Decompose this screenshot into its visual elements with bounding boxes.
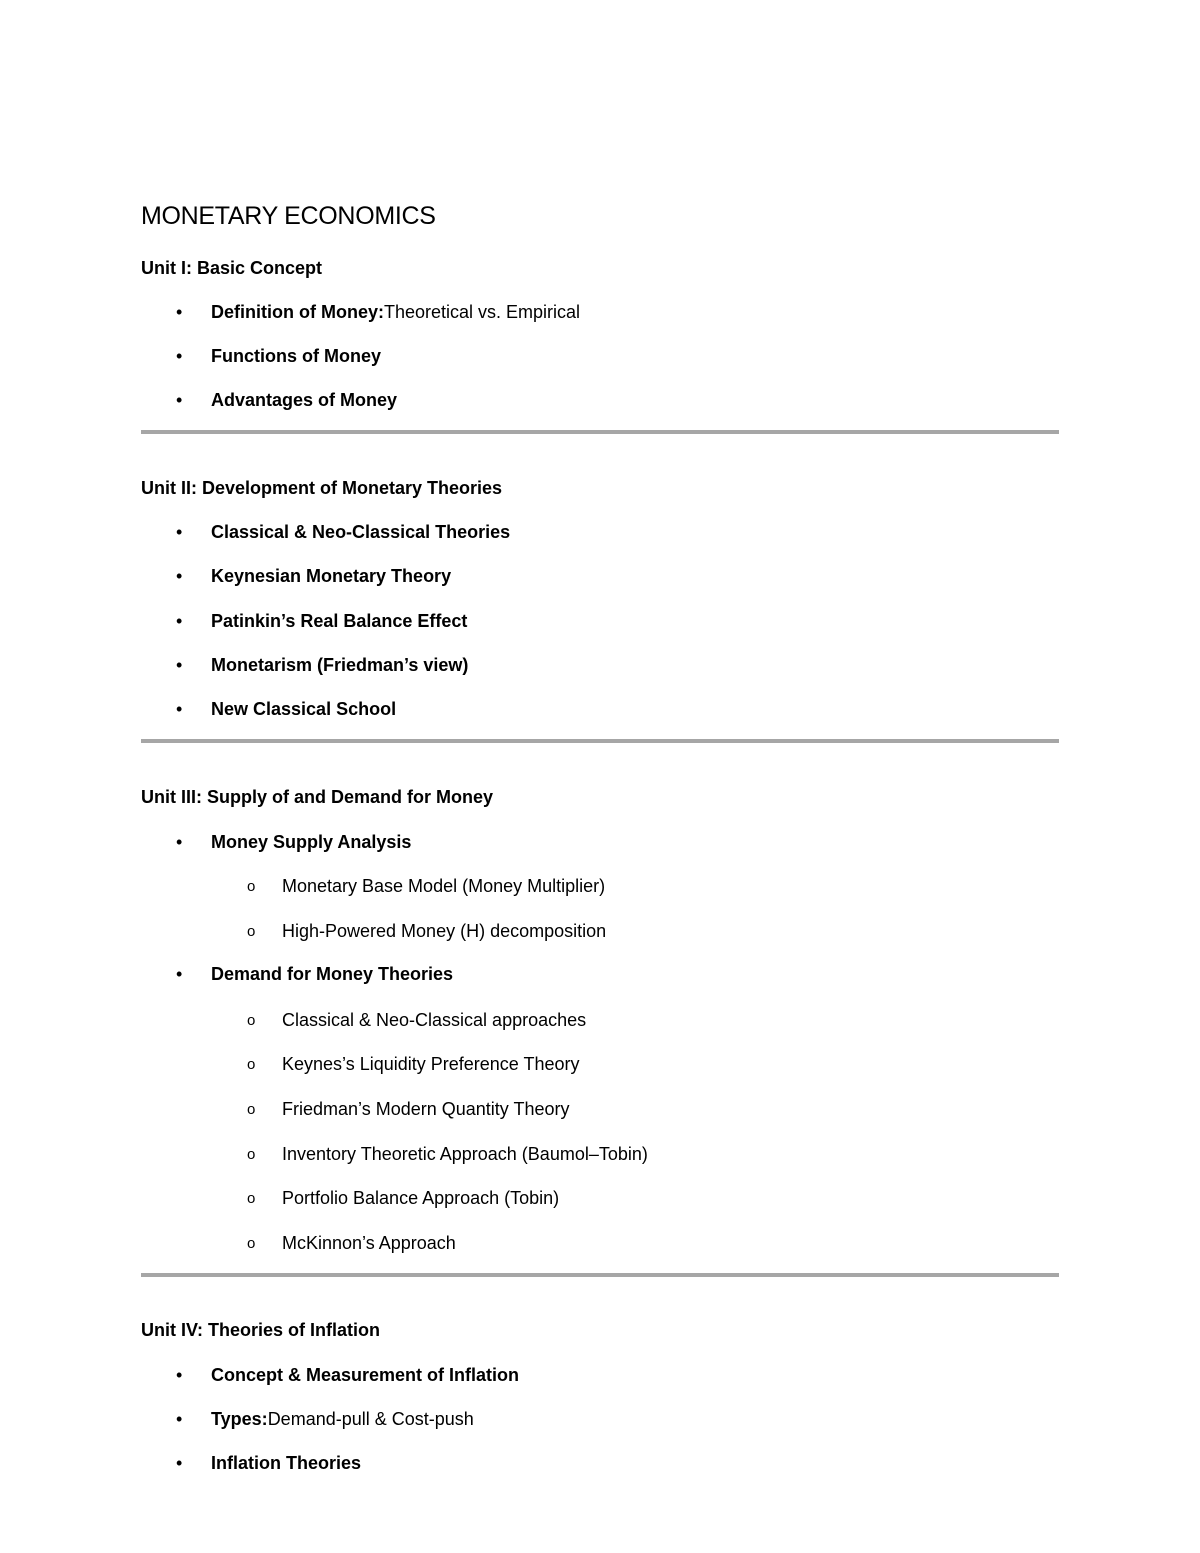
unit-2-heading: Unit II: Development of Monetary Theories [141, 478, 503, 498]
bullet-icon: • [176, 522, 183, 542]
item-label: Monetarism (Friedman’s view) [211, 655, 469, 675]
sub-list-item [247, 1010, 586, 1031]
item-label: Advantages of Money [211, 390, 398, 410]
bullet-icon: • [176, 832, 183, 852]
bullet-icon: • [176, 1365, 183, 1385]
list-item [176, 699, 396, 720]
circle-bullet-icon: o [247, 1056, 256, 1073]
circle-bullet-icon: o [247, 923, 256, 940]
item-label: Definition of Money: [211, 302, 384, 322]
item-label: Demand for Money Theories [211, 964, 454, 984]
list-item [176, 566, 451, 587]
circle-bullet-icon: o [247, 1101, 256, 1118]
section-divider [141, 1273, 1059, 1277]
item-detail: Demand-pull & Cost-push [267, 1409, 474, 1429]
unit-1-heading: Unit I: Basic Concept [141, 258, 323, 278]
circle-bullet-icon: o [247, 1146, 256, 1163]
sub-list-item [247, 1144, 648, 1165]
bullet-icon: • [176, 346, 183, 366]
sub-list-item [247, 876, 605, 897]
list-item [176, 655, 468, 676]
unit-3-heading: Unit III: Supply of and Demand for Money [141, 787, 494, 807]
list-item [176, 832, 411, 853]
sub-item-text: Inventory Theoretic Approach (Baumol–Tobin) [282, 1144, 648, 1164]
item-detail: Theoretical vs. Empirical [383, 302, 581, 322]
circle-bullet-icon: o [247, 1012, 256, 1029]
item-label: Types: [211, 1409, 268, 1429]
bullet-icon: • [176, 964, 183, 984]
list-item [176, 302, 580, 323]
bullet-icon: • [176, 655, 183, 675]
item-label: Money Supply Analysis [211, 832, 412, 852]
sub-item-text: Portfolio Balance Approach (Tobin) [282, 1188, 560, 1208]
section-divider [141, 430, 1059, 434]
sub-list-item [247, 921, 606, 942]
section-divider [141, 739, 1059, 743]
bullet-icon: • [176, 1409, 183, 1429]
circle-bullet-icon: o [247, 1190, 256, 1207]
list-item [176, 522, 510, 543]
item-label: Classical & Neo-Classical Theories [211, 522, 511, 542]
sub-item-text: Monetary Base Model (Money Multiplier) [282, 876, 606, 896]
list-item [176, 611, 467, 632]
item-label: Patinkin’s Real Balance Effect [211, 611, 468, 631]
list-item [176, 1365, 519, 1386]
item-label: New Classical School [211, 699, 397, 719]
list-item [176, 964, 453, 985]
bullet-icon: • [176, 699, 183, 719]
circle-bullet-icon: o [247, 1235, 256, 1252]
bullet-icon: • [176, 390, 183, 410]
list-item [176, 346, 381, 367]
item-label: Keynesian Monetary Theory [211, 566, 452, 586]
bullet-icon: • [176, 566, 183, 586]
bullet-icon: • [176, 1453, 183, 1473]
sub-item-text: High-Powered Money (H) decomposition [282, 921, 607, 941]
sub-item-text: Friedman’s Modern Quantity Theory [282, 1099, 570, 1119]
sub-list-item [247, 1099, 569, 1120]
list-item [176, 1453, 361, 1474]
sub-list-item [247, 1233, 456, 1254]
sub-item-text: Classical & Neo-Classical approaches [282, 1010, 587, 1030]
bullet-icon: • [176, 611, 183, 631]
bullet-icon: • [176, 302, 183, 322]
sub-item-text: McKinnon’s Approach [282, 1233, 456, 1253]
list-item [176, 390, 397, 411]
unit-4-heading: Unit IV: Theories of Inflation [141, 1320, 381, 1340]
sub-list-item [247, 1054, 580, 1075]
circle-bullet-icon: o [247, 878, 256, 895]
list-item [176, 1409, 474, 1430]
sub-item-text: Keynes’s Liquidity Preference Theory [282, 1054, 580, 1074]
item-label: Concept & Measurement of Inflation [211, 1365, 520, 1385]
document-title: MONETARY ECONOMICS [141, 202, 436, 230]
item-label: Inflation Theories [211, 1453, 362, 1473]
sub-list-item [247, 1188, 559, 1209]
item-label: Functions of Money [211, 346, 381, 366]
